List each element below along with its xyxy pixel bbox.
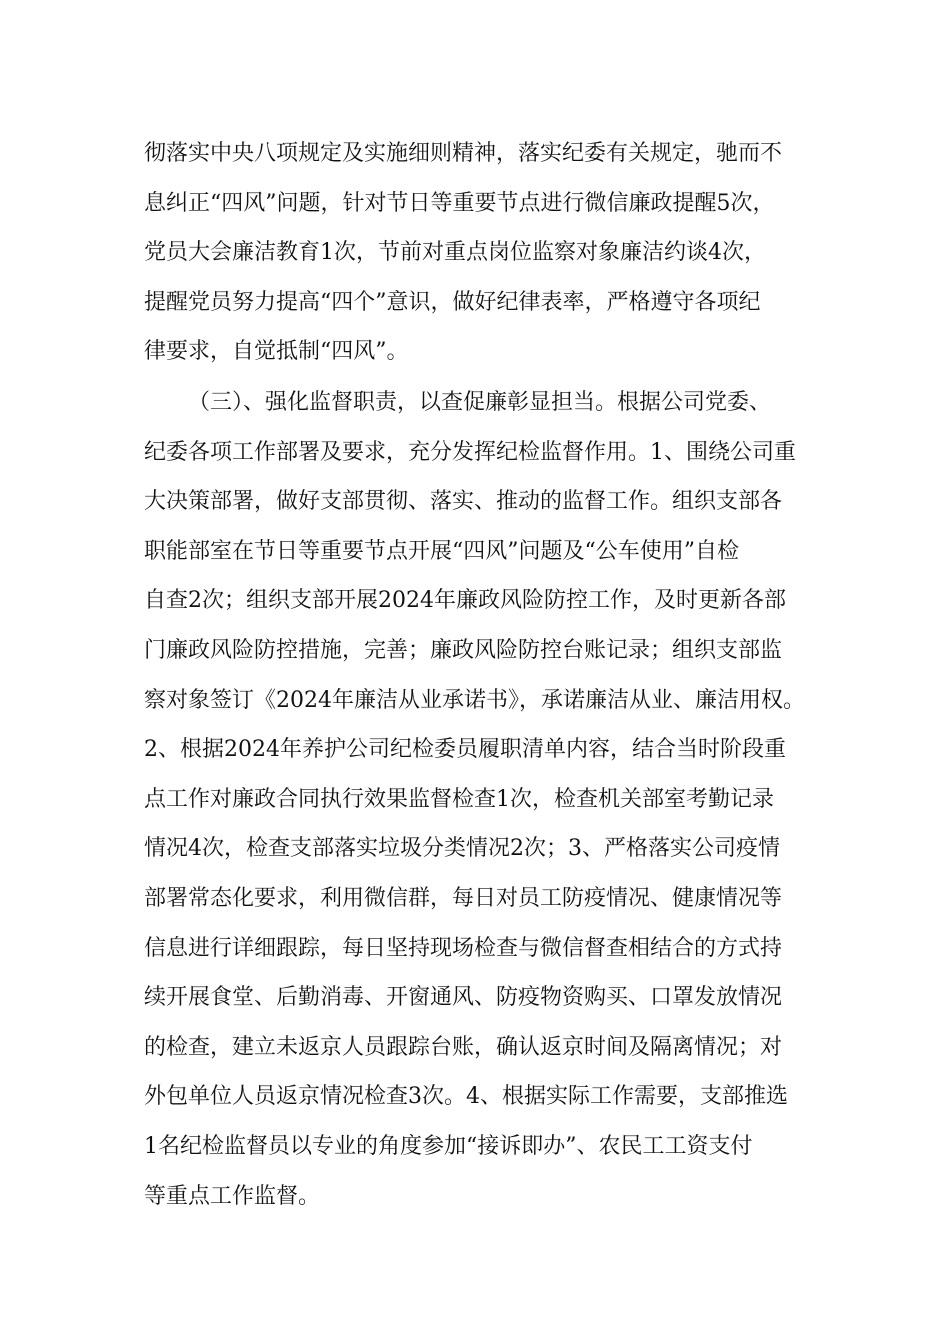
paragraph-1-line: 提醒党员努力提高“四个”意识，做好纪律表率，严格遵守各项纪 (144, 289, 761, 315)
paragraph-2 (144, 378, 824, 1221)
paragraph-2-line: 部署常态化要求，利用微信群，每日对员工防疫情况、健康情况等 (144, 885, 783, 911)
paragraph-2-line: 自查2次；组织支部开展2024年廉政风险防控工作，及时更新各部 (144, 588, 786, 614)
paragraph-2-line: 的检查，建立未返京人员跟踪台账，确认返京时间及隔离情况；对 (144, 1034, 783, 1060)
paragraph-1-line: 律要求，自觉抵制“四风”。 (144, 339, 409, 365)
paragraph-2-line: 职能部室在节日等重要节点开展“四风”问题及“公车使用”自检 (144, 538, 739, 564)
paragraph-2-line: 续开展食堂、后勤消毒、开窗通风、防疫物资购买、口罩发放情况 (144, 985, 783, 1011)
paragraph-2-heading-line: （三）、强化监督职责，以查促廉彰显担当。根据公司党委、 (188, 390, 772, 415)
paragraph-2-line: 大决策部署，做好支部贯彻、落实、推动的监督工作。组织支部各 (144, 489, 783, 515)
paragraph-2-line: 门廉政风险防控措施，完善；廉政风险防控台账记录；组织支部监 (144, 637, 783, 663)
paragraph-2-line: 1名纪检监督员以专业的角度参加“接诉即办”、农民工工资支付 (144, 1133, 753, 1159)
paragraph-2-line: 等重点工作监督。 (144, 1183, 321, 1209)
paragraph-2-line: 信息进行详细跟踪，每日坚持现场检查与微信督查相结合的方式持 (144, 935, 783, 961)
paragraph-2-line: 情况4次，检查支部落实垃圾分类情况2次；3、严格落实公司疫情 (144, 836, 780, 862)
paragraph-2-line: 点工作对廉政合同执行效果监督检查1次，检查机关部室考勤记录 (144, 786, 774, 812)
paragraph-1-line: 彻落实中央八项规定及实施细则精神，落实纪委有关规定，驰而不 (144, 141, 783, 166)
paragraph-2-line: 纪委各项工作部署及要求，充分发挥纪检监督作用。1、围绕公司重 (144, 439, 796, 465)
paragraph-2-line: 外包单位人员返京情况检查3次。4、根据实际工作需要，支部推选 (144, 1084, 788, 1110)
paragraph-1 (144, 129, 824, 377)
paragraph-1-line: 党员大会廉洁教育1次，节前对重点岗位监察对象廉洁约谈4次， (144, 240, 766, 266)
paragraph-2-line: 2、根据2024年养护公司纪检委员履职清单内容，结合当时阶段重 (144, 737, 786, 763)
paragraph-2-line: 察对象签订《2024年廉洁从业承诺书》，承诺廉洁从业、廉洁用权。 (144, 687, 805, 713)
paragraph-1-line: 息纠正“四风”问题，针对节日等重要节点进行微信廉政提醒5次， (144, 190, 775, 216)
